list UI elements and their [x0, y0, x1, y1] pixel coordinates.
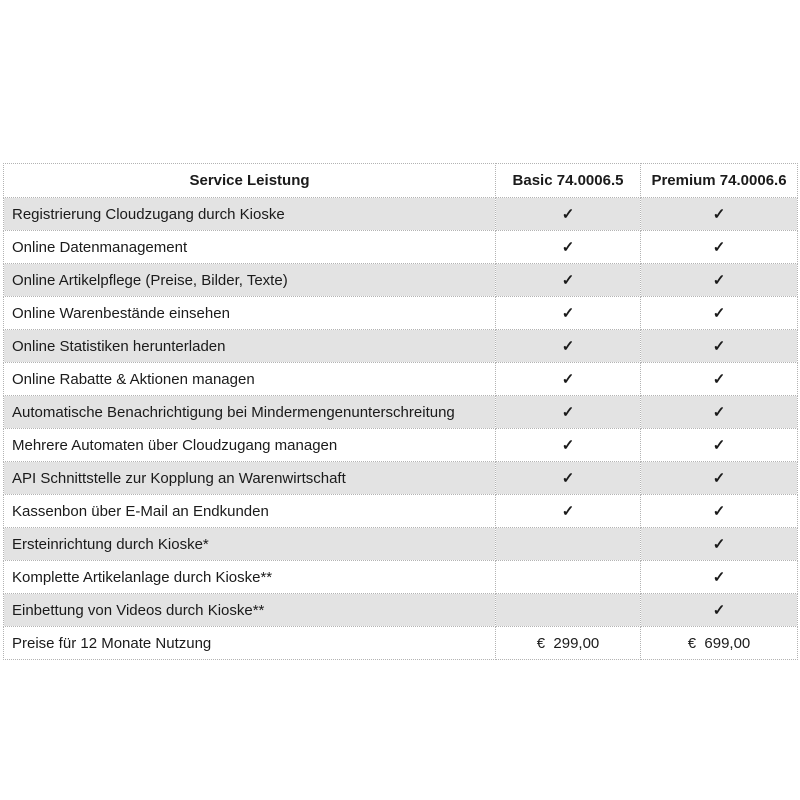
- basic-value: ✓: [496, 297, 641, 330]
- table-row: [4, 495, 798, 528]
- basic-value: ✓: [496, 462, 641, 495]
- feature-label: Online Rabatte & Aktionen managen: [4, 363, 496, 396]
- premium-value: ✓: [641, 231, 798, 264]
- premium-value: ✓: [641, 495, 798, 528]
- table-row: [4, 363, 798, 396]
- feature-label: API Schnittstelle zur Kopplung an Warenwirtschaft: [4, 462, 496, 495]
- table-row: [4, 330, 798, 363]
- premium-value: € 699,00: [641, 627, 798, 660]
- feature-label: Online Statistiken herunterladen: [4, 330, 496, 363]
- feature-label: Mehrere Automaten über Cloudzugang managen: [4, 429, 496, 462]
- table-row: [4, 198, 798, 231]
- table-row: [4, 594, 798, 627]
- table-row: [4, 297, 798, 330]
- basic-value: ✓: [496, 363, 641, 396]
- feature-label: Registrierung Cloudzugang durch Kioske: [4, 198, 496, 231]
- feature-label: Komplette Artikelanlage durch Kioske**: [4, 561, 496, 594]
- table-header: [4, 164, 798, 198]
- table-row: [4, 627, 798, 660]
- feature-label: Online Warenbestände einsehen: [4, 297, 496, 330]
- feature-label: Automatische Benachrichtigung bei Mindermengenunterschreitung: [4, 396, 496, 429]
- comparison-table: [3, 163, 798, 660]
- table-row: [4, 429, 798, 462]
- feature-label: Preise für 12 Monate Nutzung: [4, 627, 496, 660]
- premium-value: ✓: [641, 594, 798, 627]
- premium-value: ✓: [641, 330, 798, 363]
- premium-value: ✓: [641, 363, 798, 396]
- feature-label: Ersteinrichtung durch Kioske*: [4, 528, 496, 561]
- premium-value: ✓: [641, 561, 798, 594]
- table-row: [4, 231, 798, 264]
- col-header-premium: Premium 74.0006.6: [641, 164, 798, 198]
- table-row: [4, 528, 798, 561]
- premium-value: ✓: [641, 297, 798, 330]
- premium-value: ✓: [641, 429, 798, 462]
- col-header-service-leistung: Service Leistung: [4, 164, 496, 198]
- basic-value: ✓: [496, 198, 641, 231]
- feature-label: Online Datenmanagement: [4, 231, 496, 264]
- premium-value: ✓: [641, 264, 798, 297]
- feature-label: Kassenbon über E-Mail an Endkunden: [4, 495, 496, 528]
- table-row: [4, 561, 798, 594]
- basic-value: ✓: [496, 330, 641, 363]
- basic-value: ✓: [496, 396, 641, 429]
- header-row: [4, 164, 798, 198]
- feature-label: Einbettung von Videos durch Kioske**: [4, 594, 496, 627]
- basic-value: ✓: [496, 429, 641, 462]
- table-row: [4, 396, 798, 429]
- basic-value: [496, 594, 641, 627]
- table-row: [4, 462, 798, 495]
- premium-value: ✓: [641, 396, 798, 429]
- premium-value: ✓: [641, 462, 798, 495]
- table-body: [4, 198, 798, 660]
- table-row: [4, 264, 798, 297]
- premium-value: ✓: [641, 528, 798, 561]
- basic-value: € 299,00: [496, 627, 641, 660]
- basic-value: [496, 561, 641, 594]
- col-header-basic: Basic 74.0006.5: [496, 164, 641, 198]
- basic-value: ✓: [496, 231, 641, 264]
- basic-value: ✓: [496, 264, 641, 297]
- basic-value: ✓: [496, 495, 641, 528]
- basic-value: [496, 528, 641, 561]
- feature-label: Online Artikelpflege (Preise, Bilder, Texte): [4, 264, 496, 297]
- premium-value: ✓: [641, 198, 798, 231]
